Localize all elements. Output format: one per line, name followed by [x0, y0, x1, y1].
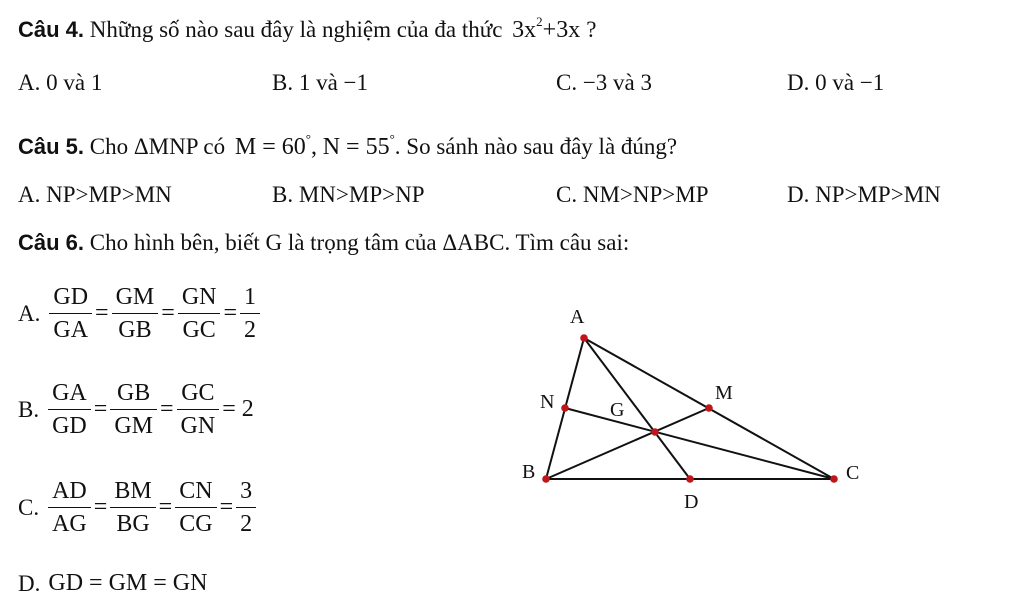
- fraction: [48, 478, 91, 537]
- degree-sign-n: °: [389, 131, 395, 146]
- numerator: CN: [175, 478, 216, 508]
- degree-sign-m: °: [305, 131, 311, 146]
- triangle-figure: [500, 295, 880, 525]
- q6-option-d: [18, 570, 207, 597]
- denominator: GD: [52, 413, 87, 439]
- median-cn: [565, 408, 834, 479]
- q6-option-b-label: B.: [18, 396, 40, 422]
- denominator: AG: [52, 511, 87, 537]
- denominator: GC: [182, 317, 216, 343]
- point-g-dot: [651, 428, 659, 436]
- numerator: GD: [49, 284, 92, 314]
- polynomial-term-2: +3x: [542, 17, 581, 43]
- denominator: GB: [118, 317, 152, 343]
- fraction: [48, 380, 91, 439]
- question-5-text-b: . So sánh nào sau đây là đúng?: [394, 134, 678, 159]
- numerator: GA: [48, 380, 91, 410]
- q6-option-c-label: C.: [18, 494, 40, 520]
- question-4-qmark: ?: [586, 17, 597, 42]
- q5-option-d: D. NP>MP>MN: [787, 182, 941, 207]
- q6-option-a-label: A.: [18, 300, 41, 326]
- point-m-dot: [705, 404, 713, 412]
- equals-sign: =: [223, 300, 238, 326]
- numerator: GM: [112, 284, 159, 314]
- numerator: BM: [110, 478, 155, 508]
- q6-option-b: [18, 380, 256, 439]
- equals-sign: =: [95, 300, 109, 326]
- angle-m: [234, 131, 311, 160]
- question-4-label: Câu 4.: [18, 17, 85, 42]
- angle-n: [322, 131, 395, 160]
- denominator: 2: [240, 511, 253, 537]
- point-c-dot: [830, 475, 838, 483]
- angle-m-value: M = 60: [234, 134, 306, 160]
- fraction: [112, 284, 159, 343]
- triangle-lines: [546, 338, 834, 479]
- q5-option-c: C. NM>NP>MP: [556, 182, 709, 207]
- label-g: G: [610, 399, 625, 421]
- angle-n-value: N = 55: [322, 134, 390, 160]
- numerator: AD: [48, 478, 91, 508]
- label-d: D: [684, 491, 699, 513]
- median-ad: [584, 338, 690, 479]
- question-5-text-a: Cho ΔMNP có: [89, 134, 226, 159]
- numerator: 3: [236, 478, 256, 508]
- question-6-label: Câu 6.: [18, 230, 85, 255]
- q6-option-a: [18, 284, 261, 343]
- question-4-text: Những số nào sau đây là nghiệm của đa thức: [89, 17, 503, 42]
- equals-sign: =: [159, 396, 174, 422]
- q4-option-c: C. −3 và 3: [556, 70, 653, 95]
- q4-option-a: A. 0 và 1: [18, 70, 103, 95]
- denominator: CG: [179, 511, 213, 537]
- numerator: GB: [110, 380, 157, 410]
- label-n: N: [540, 391, 555, 413]
- point-n-dot: [561, 404, 569, 412]
- denominator: GA: [53, 317, 89, 343]
- polynomial-exponent: 2: [536, 14, 543, 29]
- fraction: [175, 478, 216, 537]
- denominator: 2: [244, 317, 257, 343]
- question-5-label: Câu 5.: [18, 134, 85, 159]
- fraction: [178, 284, 221, 343]
- median-bm: [546, 408, 709, 479]
- question-4-stem: [18, 14, 596, 44]
- equals-sign: =: [93, 494, 108, 520]
- polynomial-term-1: 3x: [512, 17, 537, 43]
- q5-option-b: B. MN>MP>NP: [272, 182, 425, 207]
- question-5-stem: [18, 131, 677, 161]
- denominator: BG: [116, 511, 150, 537]
- label-c: C: [846, 462, 860, 484]
- fraction: [240, 284, 260, 343]
- denominator: GN: [180, 413, 216, 439]
- q4-option-d: D. 0 và −1: [787, 70, 885, 95]
- numerator: 1: [240, 284, 260, 314]
- equals-sign: =: [161, 300, 175, 326]
- label-m: M: [715, 382, 733, 404]
- question-4-polynomial: [512, 14, 586, 43]
- equals-sign: =: [158, 494, 173, 520]
- q4-option-b: B. 1 và −1: [272, 70, 369, 95]
- point-a-dot: [580, 334, 588, 342]
- q6-option-c: [18, 478, 257, 537]
- separator: ,: [310, 134, 317, 160]
- label-a: A: [570, 306, 585, 328]
- q5-option-a: A. NP>MP>MN: [18, 182, 172, 207]
- fraction: [110, 380, 157, 439]
- numerator: GN: [178, 284, 221, 314]
- question-6-text: Cho hình bên, biết G là trọng tâm của ΔABC. Tìm câu sai:: [89, 230, 630, 255]
- equals-two: = 2: [222, 396, 254, 422]
- q6-option-d-equation: GD = GM = GN: [48, 570, 208, 596]
- denominator: GM: [114, 413, 153, 439]
- fraction: [236, 478, 256, 537]
- fraction: [49, 284, 92, 343]
- point-d-dot: [686, 475, 694, 483]
- equals-sign: =: [219, 494, 234, 520]
- fraction: [110, 478, 155, 537]
- q6-option-d-label: D.: [18, 570, 41, 596]
- fraction: [177, 380, 220, 439]
- numerator: GC: [177, 380, 220, 410]
- question-6-stem: [18, 230, 629, 256]
- label-b: B: [522, 461, 536, 483]
- equals-sign: =: [93, 396, 108, 422]
- point-b-dot: [542, 475, 550, 483]
